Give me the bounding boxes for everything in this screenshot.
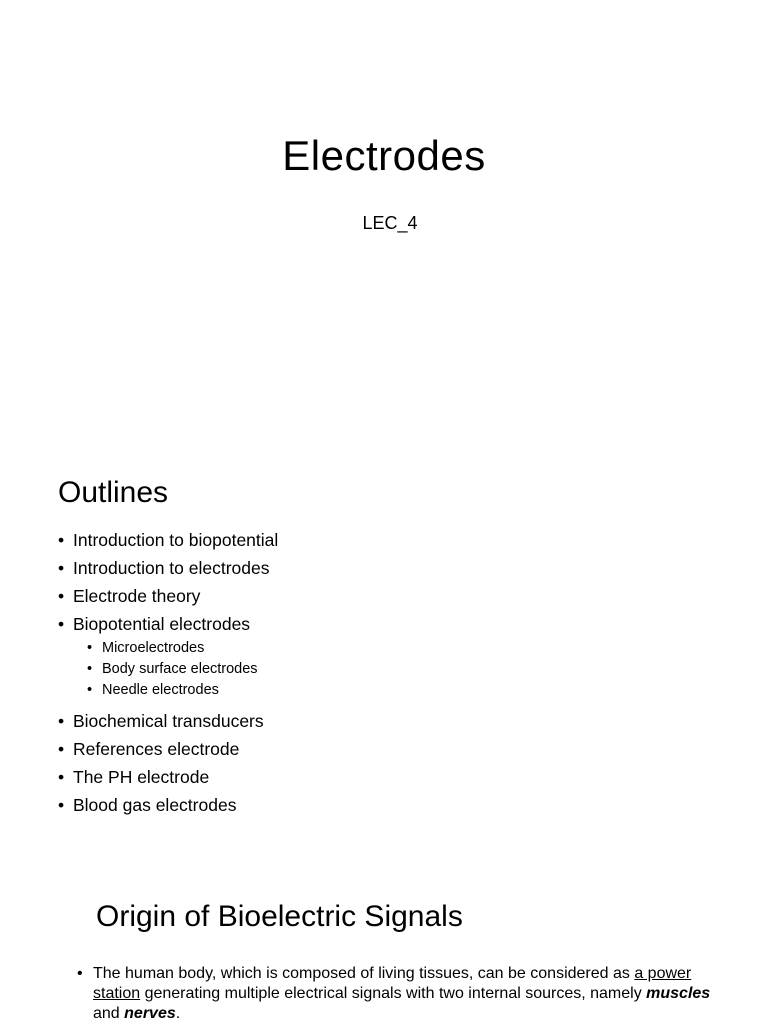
outline-item: • Biochemical transducers	[58, 707, 278, 735]
outline-item: • Introduction to electrodes	[58, 554, 278, 582]
outline-item: • Introduction to biopotential	[58, 526, 278, 554]
slide-subtitle: LEC_4	[362, 213, 418, 233]
outline-item: • Biopotential electrodes	[58, 610, 278, 638]
outline-list	[58, 526, 278, 819]
origin-paragraph	[77, 964, 733, 1024]
outline-item: • Electrode theory	[58, 582, 278, 610]
slide-title: Electrodes	[282, 132, 486, 179]
paragraph-text: The human body, which is composed of living tissues, can be considered as	[93, 965, 635, 982]
bullet-marker: •	[77, 965, 83, 982]
origin-slide	[0, 864, 768, 1024]
paragraph-text: generating multiple electrical signals with two internal sources, namely	[140, 985, 647, 1002]
outline-item: • The PH electrode	[58, 763, 278, 791]
outline-slide	[0, 432, 768, 864]
origin-heading: Origin of Bioelectric Signals	[96, 900, 463, 933]
emphasis-term: muscles	[646, 985, 711, 1002]
paragraph-text: and	[93, 1005, 125, 1022]
outline-subitem: • Body surface electrodes	[58, 659, 278, 680]
outline-subitem: • Microelectrodes	[58, 638, 278, 659]
outline-subitem: • Needle electrodes	[58, 680, 278, 701]
paragraph-text: .	[175, 1005, 181, 1022]
underlined-phrase: a power station	[93, 965, 692, 1002]
outline-item: • Blood gas electrodes	[58, 791, 278, 819]
outline-heading: Outlines	[58, 476, 169, 509]
title-slide	[0, 0, 768, 432]
emphasis-term: nerves	[124, 1005, 176, 1022]
outline-item: • References electrode	[58, 735, 278, 763]
